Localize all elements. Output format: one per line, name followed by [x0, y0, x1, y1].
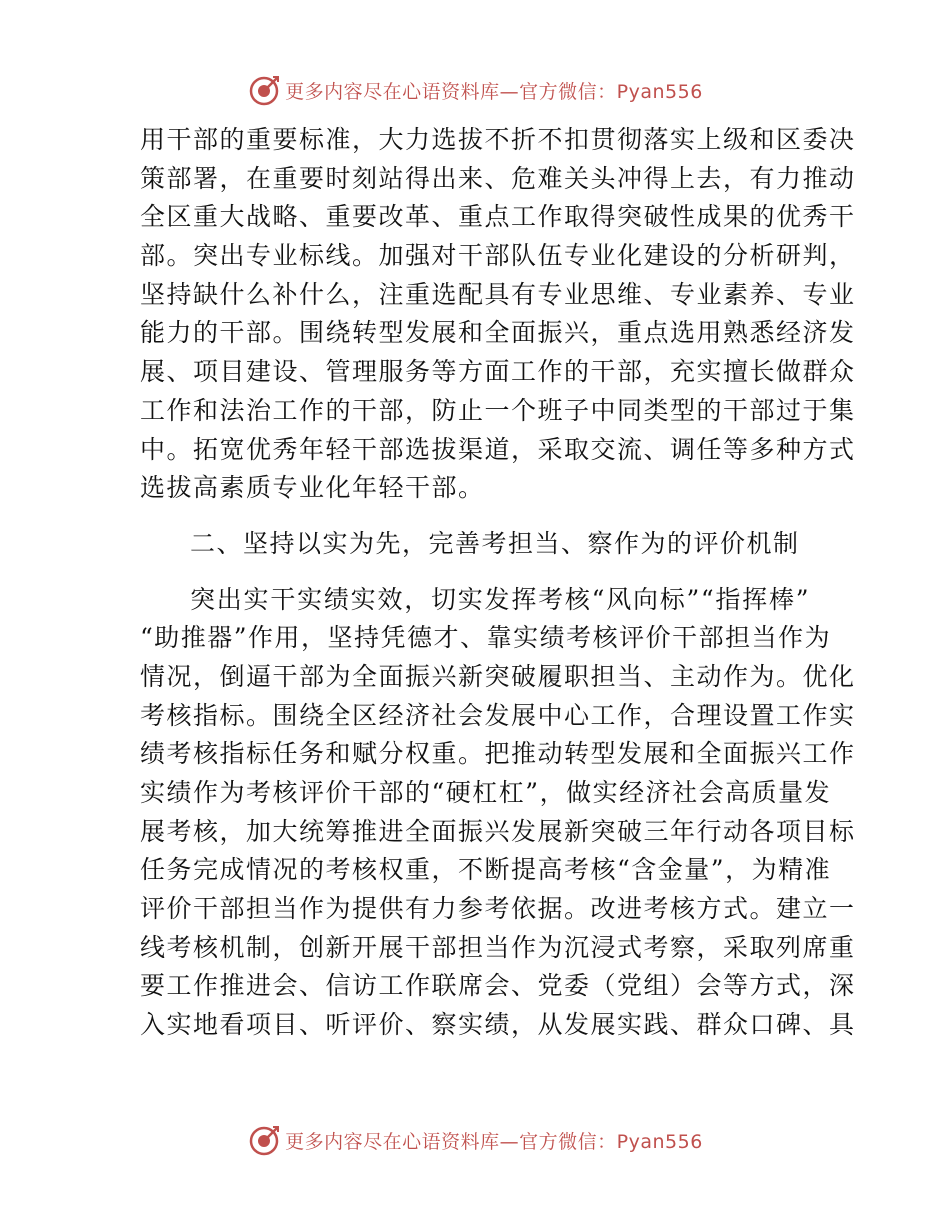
paragraph-line: 入实地看项目、听评价、察实绩，从发展实践、群众口碑、具 [140, 1010, 856, 1040]
paragraph-line: 策部署，在重要时刻站得出来、危难关头冲得上去，有力推动 [140, 163, 856, 193]
document-body [140, 121, 856, 1045]
paragraph-line: 全区重大战略、重要改革、重点工作取得突破性成果的优秀干 [140, 202, 856, 232]
paragraph-line: 考核指标。围绕全区经济社会发展中心工作，合理设置工作实 [140, 700, 856, 730]
paragraph-line: 任务完成情况的考核权重，不断提高考核“含金量”，为精准 [140, 855, 832, 885]
paragraph-line: 部。突出专业标线。加强对干部队伍专业化建设的分析研判， [140, 241, 856, 271]
paragraph-line: 选拔高素质专业化年轻干部。 [140, 473, 485, 503]
paragraph-line: 实绩作为考核评价干部的“硬杠杠”，做实经济社会高质量发 [140, 778, 832, 807]
paragraph-line: 要工作推进会、信访工作联席会、党委（党组）会等方式，深 [140, 971, 856, 1001]
paragraph-line: 绩考核指标任务和赋分权重。把推动转型发展和全面振兴工作 [140, 739, 856, 769]
paragraph-line: “助推器”作用，坚持凭德才、靠实绩考核评价干部担当作为 [140, 623, 832, 653]
paragraph-line: 中。拓宽优秀年轻干部选拔渠道，采取交流、调任等多种方式 [140, 434, 856, 464]
library-logo-icon [247, 1123, 281, 1157]
paragraph-line: 突出实干实绩实效，切实发挥考核“风向标”“指挥棒” [190, 584, 810, 614]
paragraph-line: 评价干部担当作为提供有力参考依据。改进考核方式。建立一 [140, 894, 856, 924]
footer-banner-text: 更多内容尽在心语资料库—官方微信：Pyan556 [285, 1130, 703, 1153]
paragraph-line: 展、项目建设、管理服务等方面工作的干部，充实擅长做群众 [140, 357, 856, 387]
paragraph-line: 展考核，加大统筹推进全面振兴发展新突破三年行动各项目标 [140, 816, 856, 846]
section-heading: 二、坚持以实为先，完善考担当、察作为的评价机制 [190, 528, 800, 558]
header-banner [0, 70, 950, 110]
paragraph-line: 情况，倒逼干部为全面振兴新突破履职担当、主动作为。优化 [140, 661, 856, 691]
paragraph-line: 能力的干部。围绕转型发展和全面振兴，重点选用熟悉经济发 [140, 318, 856, 348]
paragraph-line: 用干部的重要标准，大力选拔不折不扣贯彻落实上级和区委决 [140, 125, 856, 154]
paragraph-line: 工作和法治工作的干部，防止一个班子中同类型的干部过于集 [140, 395, 856, 425]
paragraph-line: 坚持缺什么补什么，注重选配具有专业思维、专业素养、专业 [140, 279, 856, 309]
library-logo-icon [247, 73, 281, 107]
header-banner-text: 更多内容尽在心语资料库—官方微信：Pyan556 [285, 80, 703, 103]
footer-banner [0, 1120, 950, 1160]
paragraph-line: 线考核机制，创新开展干部担当作为沉浸式考察，采取列席重 [140, 932, 856, 962]
